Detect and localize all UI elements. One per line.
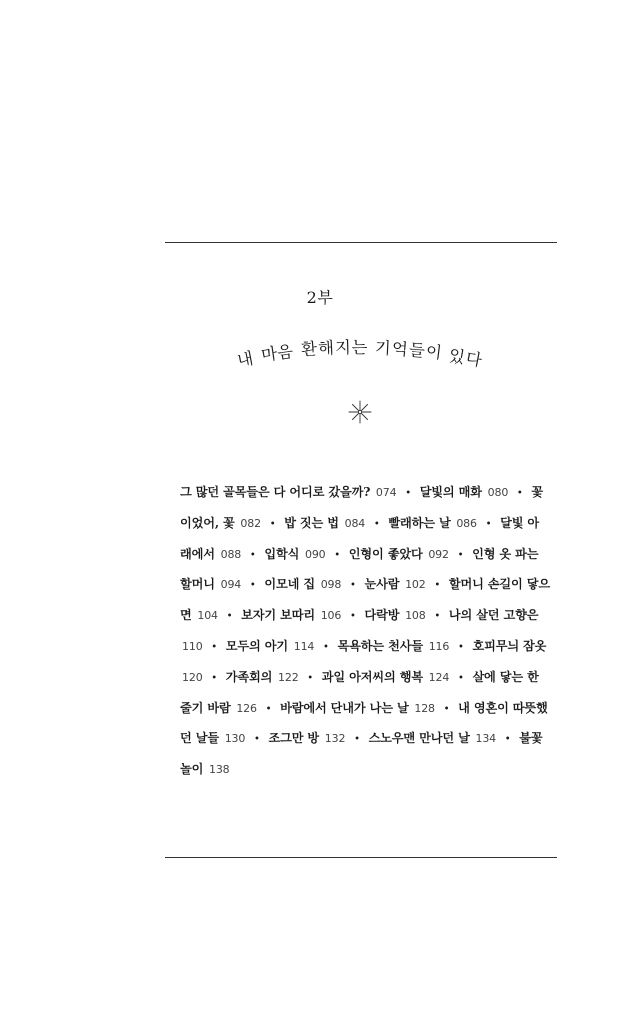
toc-entry-page: 120 xyxy=(182,670,203,684)
toc-separator: • xyxy=(265,703,272,715)
toc-entry xyxy=(241,608,341,622)
toc-entry-page: 116 xyxy=(428,639,450,653)
toc-entry-page: 106 xyxy=(320,609,342,623)
toc-entry-title: 달빛 아래에서 xyxy=(180,515,540,561)
toc-separator: • xyxy=(373,518,380,530)
toc-entry-title: 이모네 집 xyxy=(264,577,315,592)
toc-entry-title: 불꽃놀이 xyxy=(180,731,543,777)
part-label: 2부 xyxy=(306,288,334,307)
toc-separator: • xyxy=(457,641,464,653)
toc-entry-title: 눈사람 xyxy=(364,577,400,592)
toc-entry xyxy=(388,516,477,530)
toc-separator: • xyxy=(457,672,464,684)
toc-separator: • xyxy=(269,518,276,530)
toc-entry-page: 108 xyxy=(405,609,426,623)
toc-separator: • xyxy=(334,549,341,561)
toc-entry-page: 084 xyxy=(344,516,366,530)
section-title-char: 억 xyxy=(390,339,410,360)
toc-entry-page: 082 xyxy=(240,516,261,530)
top-divider xyxy=(165,242,557,243)
section-title-char: 환 xyxy=(300,339,319,360)
toc-separator: • xyxy=(323,641,329,653)
toc-separator: • xyxy=(349,611,356,623)
toc-entry xyxy=(264,577,341,591)
toc-entry-page: 130 xyxy=(224,732,246,746)
toc-entry xyxy=(180,485,396,499)
toc-separator: • xyxy=(354,734,360,746)
toc-entry-title: 바람에서 단내가 나는 날 xyxy=(280,700,409,715)
toc-separator: • xyxy=(211,641,218,653)
toc-entry-title: 인형 옷 파는 할머니 xyxy=(180,546,539,592)
sparkle-ornament-icon xyxy=(348,400,372,424)
toc-entry-page: 126 xyxy=(236,701,257,715)
section-title-char: 마 xyxy=(259,343,279,365)
section-title-char: 음 xyxy=(276,341,296,363)
toc-entry-page: 110 xyxy=(182,639,203,653)
toc-separator: • xyxy=(434,611,441,623)
table-of-contents xyxy=(180,478,550,785)
toc-separator: • xyxy=(443,703,450,715)
toc-entry xyxy=(284,516,365,530)
toc-entry-page: 128 xyxy=(414,701,435,715)
toc-separator: • xyxy=(226,611,233,623)
section-title-char: 들 xyxy=(407,340,427,361)
toc-entry-title: 다락방 xyxy=(364,608,400,623)
toc-separator: • xyxy=(434,580,441,592)
bottom-divider xyxy=(165,857,557,858)
section-title-text xyxy=(235,337,485,371)
toc-entry-page: 094 xyxy=(220,578,242,592)
toc-separator: • xyxy=(249,580,256,592)
toc-entry-title: 가족회의 xyxy=(225,669,273,684)
toc-entry xyxy=(226,670,299,684)
toc-entry xyxy=(264,547,325,561)
toc-separator: • xyxy=(457,549,464,561)
toc-entry xyxy=(369,731,496,745)
toc-entry-title: 스노우맨 만나던 날 xyxy=(368,731,470,746)
section-title xyxy=(0,337,640,371)
section-title-char: 지 xyxy=(334,337,352,358)
toc-entry-title: 모두의 아기 xyxy=(225,638,288,653)
toc-entry xyxy=(364,577,425,591)
toc-entry-page: 102 xyxy=(405,578,426,592)
toc-entry xyxy=(364,608,425,622)
section-title-char: 해 xyxy=(317,338,336,359)
toc-entry-title: 꽃이었어, 꽃 xyxy=(180,485,544,530)
toc-entry-title: 나의 살던 고향은 xyxy=(448,608,539,623)
toc-entry-page: 122 xyxy=(278,670,299,684)
toc-entry-title: 목욕하는 천사들 xyxy=(337,638,423,653)
toc-entry-title: 밥 짓는 법 xyxy=(284,515,339,530)
toc-separator: • xyxy=(253,734,260,746)
toc-entry-title: 보자기 보따리 xyxy=(241,608,315,623)
toc-entry xyxy=(420,485,509,499)
toc-entry-title: 내 영혼이 따뜻했던 날들 xyxy=(180,700,548,746)
toc-entry-title: 호피무늬 잠옷 xyxy=(472,638,547,653)
toc-entry-page: 134 xyxy=(475,732,497,746)
section-title-char: 이 xyxy=(424,341,444,363)
toc-separator: • xyxy=(249,549,256,561)
toc-entry-title: 조그만 방 xyxy=(268,731,320,746)
toc-entry-page: 114 xyxy=(293,639,315,653)
toc-entry-page: 124 xyxy=(428,670,450,684)
toc-separator: • xyxy=(349,580,356,592)
toc-entry xyxy=(337,639,449,653)
toc-entry-page: 088 xyxy=(220,547,242,561)
toc-entry xyxy=(268,731,345,745)
section-title-char: 다 xyxy=(463,348,485,371)
toc-entry-title: 빨래하는 날 xyxy=(388,515,451,530)
toc-separator: • xyxy=(405,488,411,499)
toc-entry xyxy=(322,670,449,684)
toc-separator: • xyxy=(211,672,218,684)
toc-entry-page: 132 xyxy=(324,732,346,746)
toc-entry-title: 할머니 손길이 닿으면 xyxy=(180,577,551,623)
toc-entry-page: 074 xyxy=(375,486,397,499)
toc-entry-title: 인형이 좋았다 xyxy=(348,546,423,561)
section-title-char: 기 xyxy=(374,338,393,359)
toc-entry-page: 090 xyxy=(304,547,326,561)
toc-entry-title: 달빛의 매화 xyxy=(419,485,482,499)
section-title-char: 내 xyxy=(235,348,257,371)
toc-entry-title: 살에 닿는 한 줄기 바람 xyxy=(180,669,539,715)
section-title-char: 는 xyxy=(351,338,369,357)
toc-entry-page: 098 xyxy=(320,578,342,592)
toc-entry-title: 그 많던 골목들은 다 어디로 갔을까? xyxy=(180,485,371,499)
toc-entry-page: 080 xyxy=(487,486,509,499)
toc-entry-page: 138 xyxy=(208,763,230,777)
section-title-char: 있 xyxy=(447,345,467,368)
toc-entry xyxy=(226,639,315,653)
toc-entry-page: 104 xyxy=(197,609,218,623)
toc-entry-page: 086 xyxy=(456,516,477,530)
toc-entry-title: 과일 아저씨의 행복 xyxy=(321,669,423,684)
toc-separator: • xyxy=(307,672,314,684)
toc-entry xyxy=(349,547,449,561)
toc-entry-title: 입학식 xyxy=(264,546,300,561)
toc-separator: • xyxy=(485,518,492,530)
toc-entry-page: 092 xyxy=(428,547,449,561)
toc-entry xyxy=(280,701,435,715)
toc-separator: • xyxy=(504,734,511,746)
toc-separator: • xyxy=(516,488,523,499)
